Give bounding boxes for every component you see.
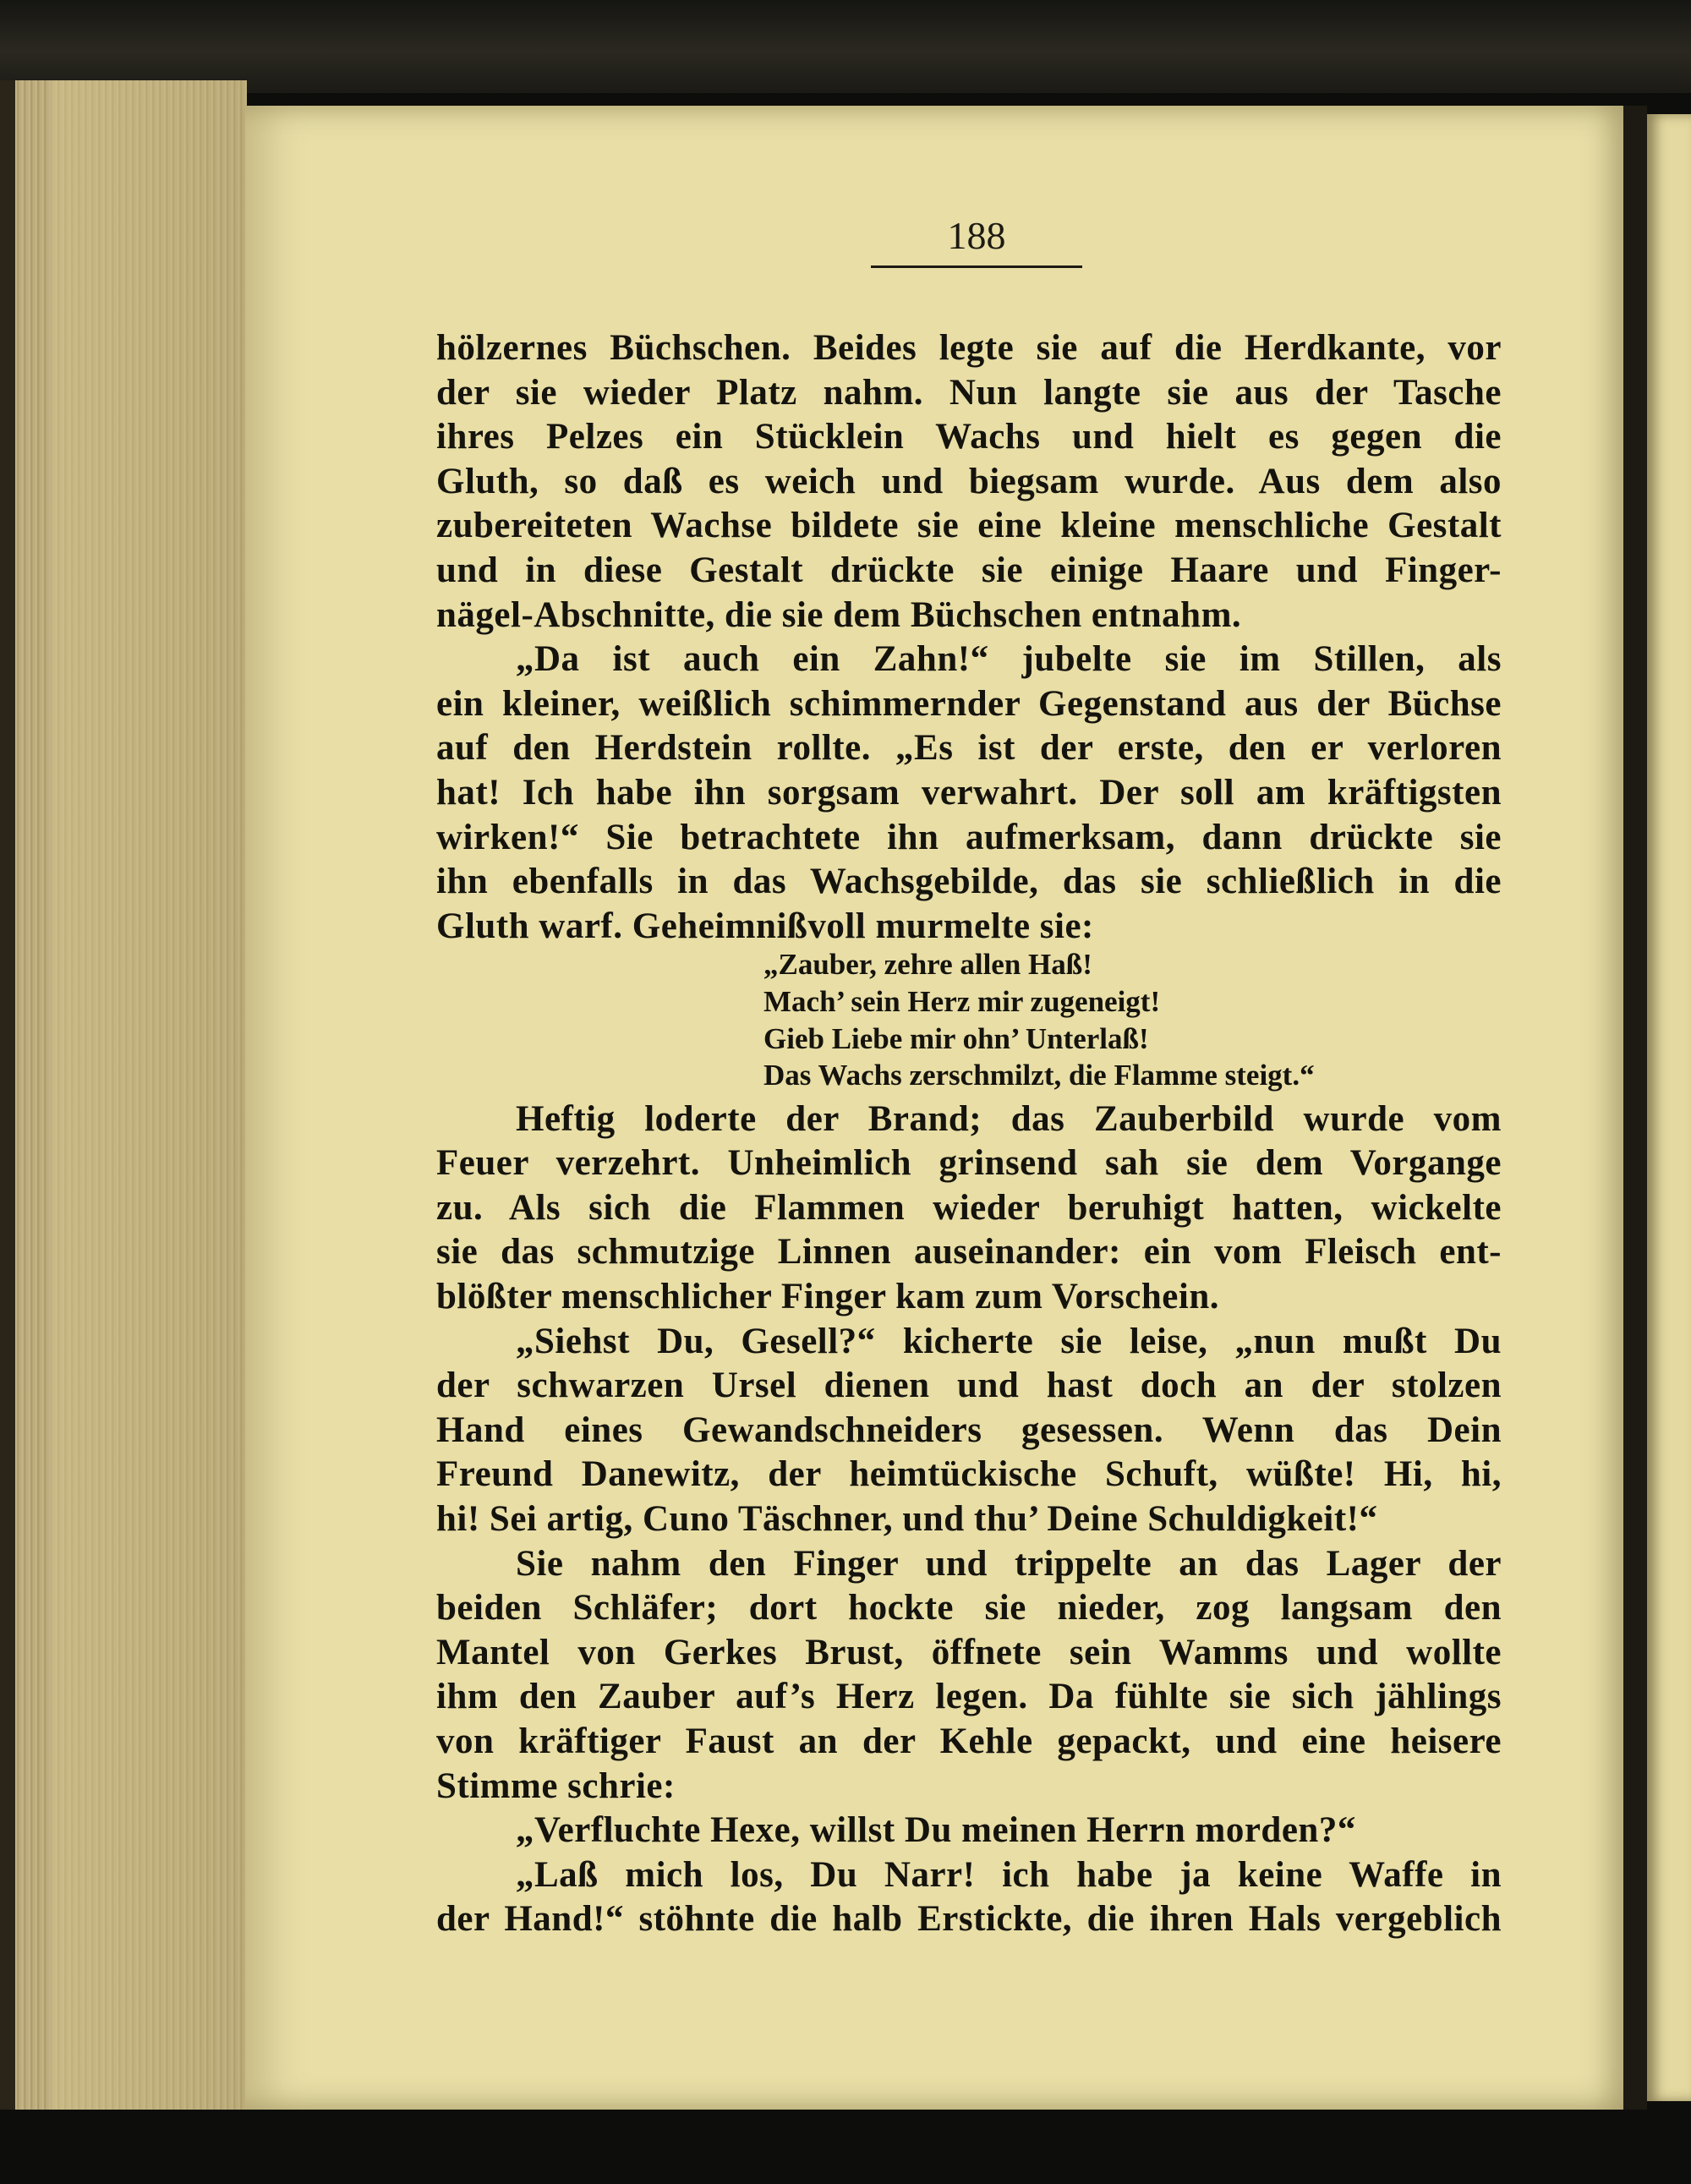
paragraph [436, 1097, 1502, 1320]
text-line: hat! Ich habe ihn sorgsam verwahrt. Der soll am kräftigsten [436, 772, 1502, 813]
page-number: 188 [947, 214, 1006, 257]
text-line: „Verfluchte Hexe, willst Du meinen Herrn morden?“ [516, 1810, 1356, 1851]
text-line: nägel-Abschnitte, die sie dem Büchschen entnahm. [436, 594, 1242, 635]
verse-line: Gieb Liebe mir ohn’ Unterlaß! [763, 1021, 1149, 1055]
text-line: sie das schmutzige Linnen auseinander: ein vom Fleisch ent- [436, 1232, 1502, 1273]
text-line: und in diese Gestalt drückte sie einige Haare und Finger- [436, 550, 1502, 590]
text-line: wirken!“ Sie betrachtete ihn aufmerksam, dann drückte sie [436, 817, 1502, 857]
text-line: „Laß mich los, Du Narr! ich habe ja keine Waffe in [516, 1854, 1502, 1895]
text-line: Gluth, so daß es weich und biegsam wurde. Aus dem also [436, 461, 1502, 501]
next-page-edge [1647, 114, 1691, 2101]
text-line: Mantel von Gerkes Brust, öffnete sein Wamms und wollte [436, 1632, 1502, 1672]
text-line: „Da ist auch ein Zahn!“ jubelte sie im Stillen, als [516, 639, 1502, 680]
text-line: „Siehst Du, Gesell?“ kicherte sie leise, „nun mußt Du [516, 1321, 1502, 1361]
text-line: Freund Danewitz, der heimtückische Schuft, wüßte! Hi, hi, [436, 1454, 1502, 1495]
text-line: blößter menschlicher Finger kam zum Vorschein. [436, 1277, 1219, 1317]
paragraph [436, 326, 1502, 638]
verse-line: Das Wachs zerschmilzt, die Flamme steigt.“ [763, 1059, 1315, 1092]
paragraph [436, 1853, 1502, 1942]
text-line: hi! Sei artig, Cuno Täschner, und thu’ Deine Schuldigkeit!“ [436, 1499, 1378, 1540]
verse-block [436, 946, 1502, 1093]
scanner-background [0, 0, 1691, 93]
text-line: Hand eines Gewandschneiders gesessen. Wenn das Dein [436, 1409, 1502, 1450]
text-line: hölzernes Büchschen. Beides legte sie auf die Herdkante, vor [436, 328, 1502, 368]
text-line: Sie nahm den Finger und trippelte an das Lager der [516, 1543, 1502, 1584]
paragraph [436, 638, 1502, 949]
paragraph [436, 1809, 1502, 1853]
text-line: von kräftiger Faust an der Kehle gepackt, und eine heisere [436, 1721, 1502, 1761]
page-edges [0, 80, 247, 2110]
text-line: der Hand!“ stöhnte die halb Erstickte, die ihren Hals vergeblich [436, 1899, 1502, 1940]
paragraph [436, 1542, 1502, 1809]
text-line: ihm den Zauber auf’s Herz legen. Da fühlte sie sich jählings [436, 1677, 1502, 1717]
text-line: ihn ebenfalls in das Wachsgebilde, das sie schließlich in die [436, 862, 1502, 902]
text-line: beiden Schläfer; dort hockte sie nieder, zog langsam den [436, 1588, 1502, 1628]
text-line: ein kleiner, weißlich schimmernder Gegenstand aus der Büchse [436, 683, 1502, 724]
text-line: Feuer verzehrt. Unheimlich grinsend sah sie dem Vorgange [436, 1143, 1502, 1184]
text-line: auf den Herdstein rollte. „Es ist der erste, den er verloren [436, 728, 1502, 769]
paragraph [436, 1320, 1502, 1542]
body-text [436, 326, 1502, 1942]
text-line: der sie wieder Platz nahm. Nun langte sie aus der Tasche [436, 372, 1502, 413]
text-line: zu. Als sich die Flammen wieder beruhigt hatten, wickelte [436, 1187, 1502, 1228]
paragraphs-after-verse [436, 1097, 1502, 1942]
text-line: ihres Pelzes ein Stücklein Wachs und hielt es gegen die [436, 417, 1502, 457]
text-line: Heftig loderte der Brand; das Zauberbild wurde vom [516, 1098, 1502, 1139]
verse-line: Mach’ sein Herz mir zugeneigt! [763, 984, 1161, 1018]
text-line: Stimme schrie: [436, 1765, 676, 1806]
paragraphs-before-verse [436, 326, 1502, 949]
header-rule [871, 265, 1082, 268]
text-line: der schwarzen Ursel dienen und hast doch an der stolzen [436, 1366, 1502, 1406]
text-line: Gluth warf. Geheimnißvoll murmelte sie: [436, 906, 1094, 946]
verse-line: „Zauber, zehre allen Haß! [763, 948, 1092, 982]
book-gutter [1623, 106, 1647, 2110]
text-line: zubereiteten Wachse bildete sie eine kleine menschliche Gestalt [436, 506, 1502, 546]
